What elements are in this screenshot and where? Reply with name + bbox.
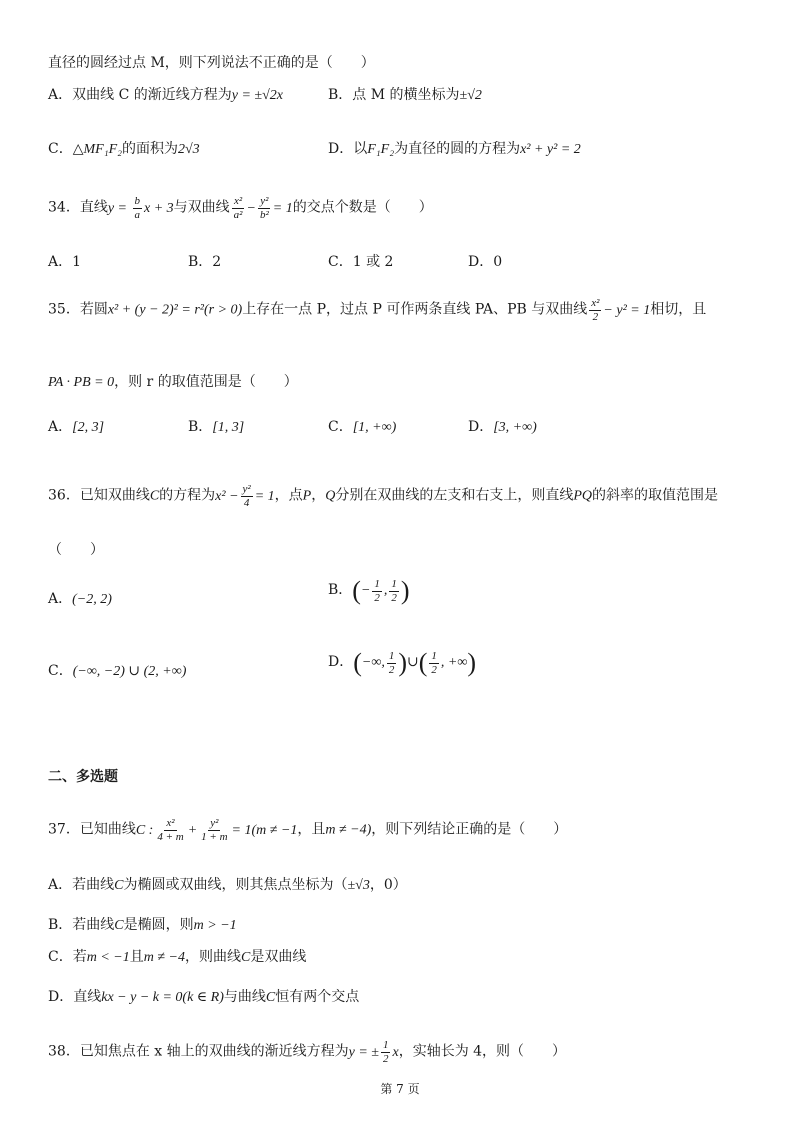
option-text: ，则曲线 [184,949,241,965]
question-text: ，则 r 的取值范围是（ ） [114,374,298,390]
question-text: 的方程为 [159,487,216,504]
math-var: C [114,918,124,933]
option-label: C． [328,254,353,270]
option-text: 若 [72,949,87,965]
option-text: 的面积为 [122,141,178,157]
numerator: x² [591,297,600,309]
q35-option-d [468,420,537,435]
fraction [589,298,601,323]
paren: ) [398,648,408,677]
question-number: 36． [48,487,80,504]
hyperbola-equation [230,195,293,221]
paren: ) [400,576,410,605]
option-math: [1, +∞) [352,420,397,435]
option-math [353,648,477,677]
option-text: 直线 [73,989,102,1005]
option-text: 是双曲线 [250,949,307,965]
option-text: 双曲线 C 的渐近线方程为 [72,87,232,103]
question-text: 直线 [79,199,108,216]
math-part: , [383,583,388,599]
paren: ( [353,648,362,677]
q37-option-a [48,878,407,893]
math-var: P [302,488,312,504]
option-label: B． [328,582,353,599]
math-part: x + 3 [144,200,174,216]
page-number: 第 7 页 [380,1082,420,1096]
math-var: x [392,1044,399,1060]
math-part: + [187,822,198,838]
question-text: ，点 [274,487,303,504]
option-text: 是椭圆，则 [123,917,194,933]
q36-option-a [48,592,112,607]
q38-stem [48,1040,566,1065]
option-text: 2 [212,254,222,270]
option-label: B． [188,254,213,270]
fraction [381,1040,391,1065]
q37-option-d [48,990,359,1005]
q35-stem [48,298,706,323]
option-text: 0 [493,254,503,270]
q36-option-d [328,650,476,676]
denominator: 2 [431,663,437,676]
option-label: D． [468,254,494,270]
asymptote-equation [348,1039,399,1065]
paren: ( [418,648,428,677]
math-var: Q [325,488,336,504]
option-label: A． [48,87,73,103]
question-text: 的交点个数是（ ） [292,199,433,216]
option-label: A． [48,877,73,893]
math-part: −∞, [361,655,385,671]
option-text: 为椭圆或双曲线，则其焦点坐标为（ [123,877,348,893]
question-number: 34． [48,199,80,216]
math-part: = 1 [272,200,293,216]
numerator: 1 [388,649,395,662]
hyperbola-equation [587,297,651,323]
option-text: 1 [72,254,82,270]
q36-answer-paren: （ ） [48,542,104,558]
denominator: 2 [388,663,395,676]
math-part: x² − [215,488,239,504]
option-label: D． [468,419,494,435]
math-part: y = ± [348,1044,379,1060]
numerator: x² [166,817,175,829]
option-label: D． [328,654,354,671]
option-label: B． [188,419,213,435]
math-part: (m ≠ −1 [251,822,298,838]
option-text: 且 [129,949,144,965]
fraction [133,196,143,221]
question-text: 相切，且 [650,301,707,318]
option-text: 以 [353,141,368,157]
fraction [241,484,253,509]
fraction [232,196,245,221]
option-math: y = ±√2x [231,88,283,103]
option-text: 恒有两个交点 [275,989,360,1005]
math-var: C [114,878,124,893]
curve-equation [135,817,298,843]
question-text: 已知双曲线 [79,487,150,504]
q34-stem [48,196,433,221]
q35-option-b [188,420,244,435]
math-var: C [240,950,251,965]
option-math: △MF₁F₂ [72,142,122,157]
option-math: m ≠ −4 [143,950,185,965]
math-part: y = [107,200,131,216]
q33-option-d [328,142,581,157]
q36-option-c [48,664,186,679]
question-text: 分别在双曲线的左支和右支上，则直线 [335,487,574,504]
denominator: 1 + m [201,831,228,843]
denominator: 2 [382,1053,389,1065]
option-label: D． [328,141,354,157]
option-math: m > −1 [193,918,237,933]
option-label: C． [48,663,73,679]
numerator: b [134,195,140,207]
denominator: 2 [391,591,397,604]
math-part: m ≠ −4) [325,822,372,838]
fraction [258,196,271,221]
fraction [389,579,399,604]
option-label: B． [48,917,73,933]
option-math: [1, 3] [212,420,245,435]
option-math: kx − y − k = 0(k ∈ R) [101,990,224,1005]
q34-option-b [188,255,221,269]
option-label: D． [48,989,74,1005]
numerator: 1 [391,577,397,590]
math-var: PQ [573,488,593,504]
q37-option-c [48,950,306,965]
option-math: (−2, 2) [72,592,112,607]
option-label: C． [328,419,353,435]
denominator: a [134,209,140,221]
line-equation [107,195,174,221]
question-text: ，实轴长为 4，则（ ） [398,1043,567,1060]
q37-stem [48,818,567,843]
question-text: 上存在一点 P，过点 P 可作两条直线 PA、PB 与双曲线 [242,301,588,318]
math-var: C [149,488,160,504]
fraction [372,579,382,604]
option-text: 为直径的圆的方程为 [394,141,521,157]
option-math: F₁F₂ [367,142,395,157]
math-part: = 1 [254,488,275,504]
option-text: 与曲线 [223,989,266,1005]
option-math: x² + y² = 2 [520,142,581,157]
math-part: − [246,200,256,216]
math-part: − y² = 1 [603,302,651,318]
math-part: C : [135,822,154,838]
q33-option-c [48,142,200,157]
option-math: ±√3 [347,878,370,893]
question-text: ，且 [297,821,326,838]
numerator: y² [242,483,251,495]
numerator: x² [233,195,243,207]
denominator: 2 [374,591,380,604]
math-part: , +∞ [440,655,468,671]
question-number: 38． [48,1043,80,1060]
q33-option-a [48,88,283,103]
q35-option-a [48,420,104,435]
option-label: A． [48,591,73,607]
q35-option-c [328,420,396,435]
option-text: 若曲线 [72,917,115,933]
denominator: b² [259,209,269,221]
math-part: − [360,583,371,599]
numerator: y² [260,195,269,207]
option-label: A． [48,254,73,270]
option-math: [3, +∞) [493,420,537,435]
q37-option-b [48,918,237,933]
numerator: 1 [382,1039,389,1051]
q34-option-c [328,255,393,269]
denominator: a² [233,209,243,221]
option-text: 1 或 2 [352,254,394,270]
hyperbola-equation [215,483,275,509]
option-math: ±√2 [459,88,482,103]
circle-equation: x² + (y − 2)² = r²(r > 0) [107,302,243,318]
option-text: 若曲线 [72,877,115,893]
question-text: 的斜率的取值范围是 [592,487,719,504]
option-label: A． [48,419,73,435]
q33-stem-continuation: 直径的圆经过点 M，则下列说法不正确的是（ ） [48,55,375,71]
option-math: [2, 3] [72,420,105,435]
fraction [429,651,439,676]
q36-option-b [328,578,410,604]
question-text: 已知焦点在 x 轴上的双曲线的渐近线方程为 [79,1043,349,1060]
q34-option-a [48,255,81,269]
q34-option-d [468,255,502,269]
option-label: B． [328,87,353,103]
numerator: y² [210,817,219,829]
math-part: ∪ [407,655,419,671]
denominator: 2 [592,311,599,323]
denominator: 4 [243,497,250,509]
option-math: 2√3 [178,142,200,157]
question-text: ，则下列结论正确的是（ ） [371,821,568,838]
numerator: 1 [374,577,380,590]
option-label: C． [48,949,73,965]
option-text: ，0） [369,877,407,893]
fraction [387,651,397,676]
q36-stem [48,484,718,509]
fraction [199,818,229,843]
question-number: 35． [48,301,80,318]
q33-option-b [328,88,482,103]
math-var: C [265,990,276,1005]
option-text: 点 M 的横坐标为 [352,87,460,103]
question-text: ， [311,487,326,504]
math-part: = 1 [231,822,252,838]
question-text: 若圆 [79,301,108,318]
question-text: 已知曲线 [79,821,136,838]
question-text: 与双曲线 [173,199,230,216]
question-number: 37． [48,821,80,838]
paren: ) [467,648,477,677]
section-heading: 二、多选题 [48,769,118,785]
option-math: (−∞, −2) ∪ (2, +∞) [72,664,187,679]
numerator: 1 [431,649,437,662]
fraction [155,818,185,843]
option-math [352,576,410,605]
paren: ( [352,576,361,605]
vector-condition: PA · PB = 0 [48,375,115,390]
denominator: 4 + m [157,831,184,843]
q35-stem-line2 [48,375,298,390]
option-label: C． [48,141,73,157]
option-math: m < −1 [86,950,130,965]
